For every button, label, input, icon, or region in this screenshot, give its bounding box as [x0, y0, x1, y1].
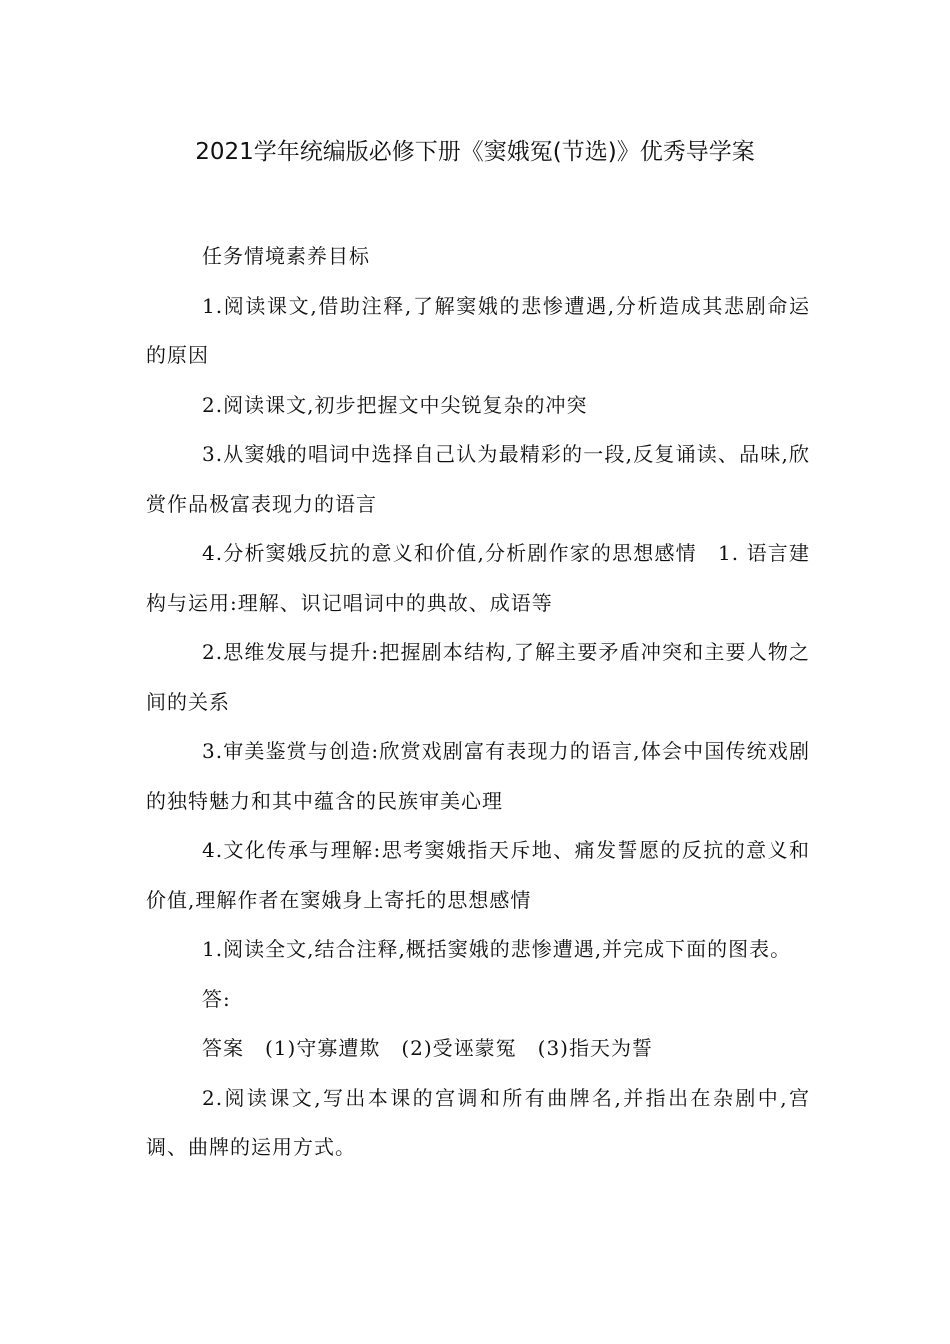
paragraph: 4.分析窦娥反抗的意义和价值,分析剧作家的思想感情 1. 语言建构与运用:理解、识记唱词中的典故、成语等 [146, 541, 810, 615]
section-heading: 任务情境素养目标 [202, 244, 370, 268]
paragraph: 4.文化传承与理解:思考窦娥指天斥地、痛发誓愿的反抗的意义和价值,理解作者在窦娥身上寄托的思想感情 [146, 838, 810, 912]
paragraph: 2.阅读课文,初步把握文中尖锐复杂的冲突 [202, 392, 588, 417]
question-paragraph: 1.阅读全文,结合注释,概括窦娥的悲惨遭遇,并完成下面的图表。 [202, 937, 792, 961]
paragraph: 2.思维发展与提升:把握剧本结构,了解主要矛盾冲突和主要人物之间的关系 [146, 640, 810, 714]
answer-label: 答: [202, 986, 231, 1011]
paragraph: 3.从窦娥的唱词中选择自己认为最精彩的一段,反复诵读、品味,欣赏作品极富表现力的语言 [146, 442, 810, 516]
paragraph: 1.阅读课文,借助注释,了解窦娥的悲惨遭遇,分析造成其悲剧命运的原因 [146, 293, 810, 367]
paragraph: 3.审美鉴赏与创造:欣赏戏剧富有表现力的语言,体会中国传统戏剧的独特魅力和其中蕴含的民族审美心理 [146, 739, 810, 813]
document-body [146, 232, 810, 1173]
answer-paragraph: 答案 (1)守寡遭欺 (2)受诬蒙冤 (3)指天为誓 [202, 1036, 653, 1060]
question-paragraph: 2.阅读课文,写出本课的宫调和所有曲牌名,并指出在杂剧中,宫调、曲牌的运用方式。 [146, 1085, 810, 1159]
document-title: 2021学年统编版必修下册《窦娥冤(节选)》优秀导学案 [195, 139, 755, 165]
